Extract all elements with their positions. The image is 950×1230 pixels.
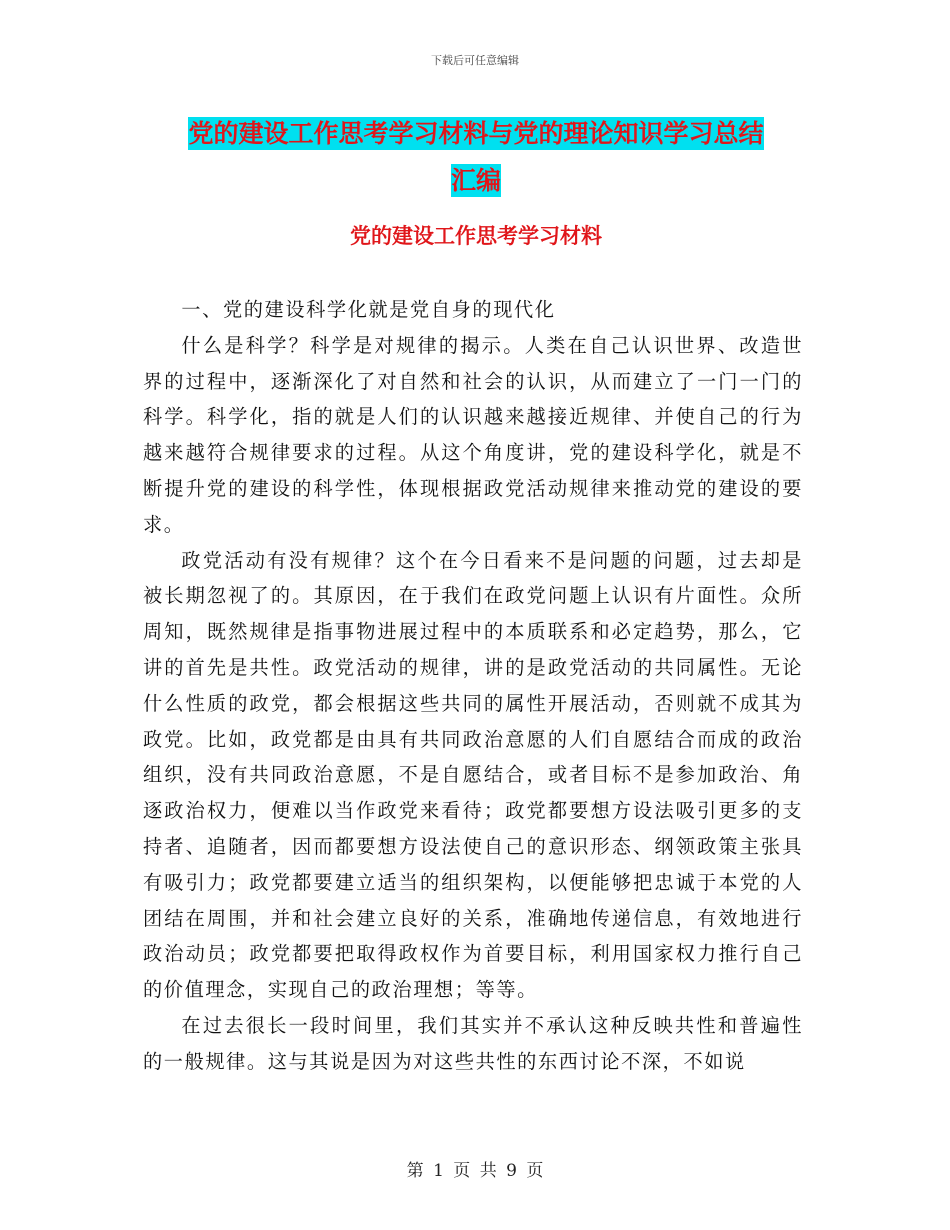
document-title-line-2: 汇编	[450, 166, 501, 195]
paragraph-heading: 一、党的建设科学化就是党自身的现代化	[181, 298, 556, 321]
page-header: 下载后可任意编辑	[431, 54, 519, 67]
page-footer: 第 1 页 共 9 页	[406, 1161, 544, 1181]
document-body	[143, 292, 803, 1080]
paragraph: 在过去很长一段时间里，我们其实并不承认这种反映共性和普遍性的一般规律。这与其说是因为对这些共性的东西讨论不深，不如说	[143, 1013, 803, 1073]
document-title-line-1: 党的建设工作思考学习材料与党的理论知识学习总结	[188, 119, 764, 148]
paragraph: 政党活动有没有规律？这个在今日看来不是问题的问题，过去却是被长期忽视了的。其原因，在于我们在政党问题上认识有片面性。众所周知，既然规律是指事物进展过程中的本质联系和必定趋势，那么，它讲的首先是共性。政党活动的规律，讲的是政党活动的共同属性。无论什么性质的政党，都会根据这些共同的属性开展活动，否则就不成其为政党。比如，政党都是由具有共同政治意愿的人们自愿结合而成的政治组织，没有共同政治意愿，不是自愿结合，或者目标不是参加政治、角逐政治权力，便难以当作政党来看待；政党都要想方设法吸引更多的支持者、追随者，因而都要想方设法使自己的意识形态、纲领政策主张具有吸引力；政党都要建立适当的组织架构，以便能够把忠诚于本党的人团结在周围，并和社会建立良好的关系，准确地传递信息，有效地进行政治动员；政党都要把取得政权作为首要目标，利用国家权力推行自己的价值理念，实现自己的政治理想；等等。	[143, 548, 803, 1002]
paragraph: 什么是科学？科学是对规律的揭示。人类在自己认识世界、改造世界的过程中，逐渐深化了对自然和社会的认识，从而建立了一门一门的科学。科学化，指的就是人们的认识越来越接近规律、并使自己的行为越来越符合规律要求的过程。从这个角度讲，党的建设科学化，就是不断提升党的建设的科学性，体现根据政党活动规律来推动党的建设的要求。	[143, 333, 803, 536]
section-title: 党的建设工作思考学习材料	[350, 223, 602, 248]
document-title	[140, 110, 812, 204]
